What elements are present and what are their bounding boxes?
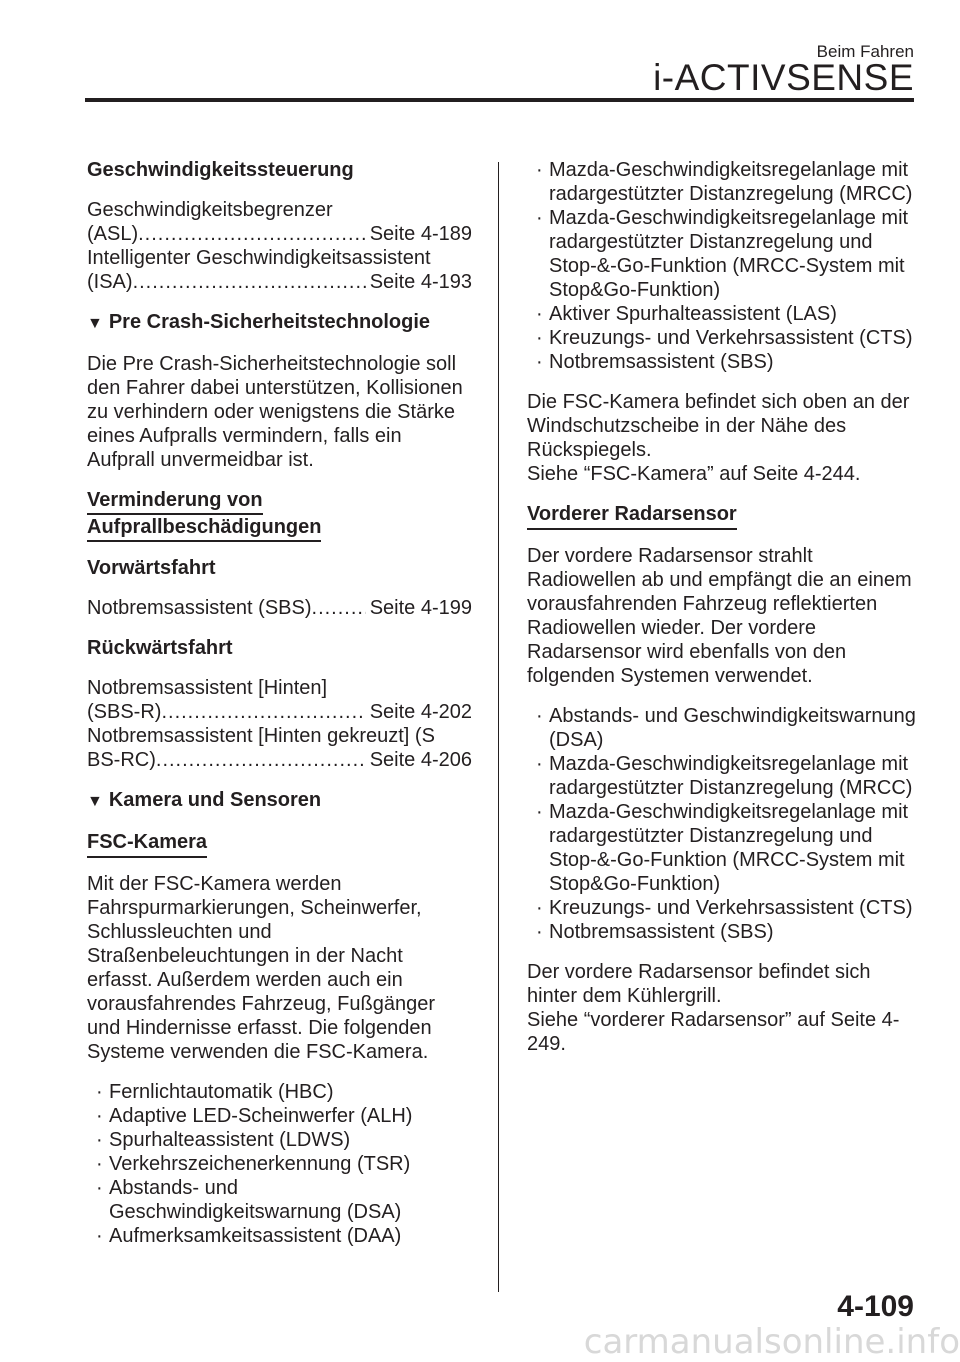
column-divider xyxy=(498,162,499,1292)
list-item: · Spurhalteassistent (LDWS) xyxy=(87,1128,472,1152)
reverse-toc xyxy=(87,676,472,772)
list-item: · Verkehrszeichenerkennung (TSR) xyxy=(87,1152,472,1176)
list-item: · Mazda-Geschwindigkeitsregelanlage mit radargestützter Distanzregelung und Stop-&-Go-Funktion (MRCC-System mit Stop&Go-Funktion) xyxy=(527,206,917,302)
radar-reference[interactable]: Siehe “vorderer Radarsensor” auf Seite 4-249. xyxy=(527,1009,900,1055)
triangle-down-icon: ▼ xyxy=(87,315,103,332)
list-item: · Aufmerksamkeitsassistent (DAA) xyxy=(87,1224,472,1248)
section-label: Beim Fahren xyxy=(816,42,914,61)
list-item: · Mazda-Geschwindigkeitsregelanlage mit radargestützter Distanzregelung (MRCC) xyxy=(527,752,917,800)
list-item: · Mazda-Geschwindigkeitsregelanlage mit radargestützter Distanzregelung und Stop-&-Go-Funktion (MRCC-System mit Stop&Go-Funktion) xyxy=(527,800,917,896)
watermark: carmanualsonline.info xyxy=(583,1322,960,1362)
forward-heading: Vorwärtsfahrt xyxy=(87,557,216,579)
list-item: · Mazda-Geschwindigkeitsregelanlage mit radargestützter Distanzregelung (MRCC) xyxy=(527,158,917,206)
toc-entry-asl[interactable]: (ASL) ..... Seite 4-189 xyxy=(87,222,472,246)
fsc-system-list xyxy=(87,1080,472,1248)
radar-system-list xyxy=(527,704,917,944)
left-column xyxy=(87,158,472,1264)
camera-sensors-heading: ▼ Kamera und Sensoren xyxy=(87,789,322,811)
page-number: 4-109 xyxy=(837,1290,914,1323)
radar-text: Der vordere Radarsensor strahlt Radiowellen ab und empfängt die an einem vorausfahrenden Fahrzeug reflektierten Radiowellen wieder. Der vordere Radarsensor wird ebenfalls von den folgenden Systemen verwendet. xyxy=(527,545,912,687)
speed-toc xyxy=(87,198,472,294)
list-item: · Abstands- und Geschwindigkeitswarnung (DSA) xyxy=(87,1176,472,1224)
list-item: · Kreuzungs- und Verkehrsassistent (CTS) xyxy=(527,896,917,920)
list-item: · Aktiver Spurhalteassistent (LAS) xyxy=(527,302,917,326)
fsc-camera-reference[interactable]: Siehe “FSC-Kamera” auf Seite 4-244. xyxy=(527,463,861,485)
fsc-text: Mit der FSC-Kamera werden Fahrspurmarkierungen, Scheinwerfer, Schlussleuchten und Straßenbeleuchtungen in der Nacht erfasst. Außerdem werden auch ein vorausfahrendes Fahrzeug, Fußgänger und Hindernisse erfasst. Die folgenden Systeme verwenden die FSC-Kamera. xyxy=(87,873,435,1063)
precrash-text: Die Pre Crash-Sicherheitstechnologie soll den Fahrer dabei unterstützen, Kollisionen zu verhindern oder wenigstens die Stärke eines Aufpralls vermindern, falls ein Aufprall unvermeidbar ist. xyxy=(87,353,463,471)
list-item: · Notbremsassistent (SBS) xyxy=(527,920,917,944)
precrash-heading: ▼ Pre Crash-Sicherheitstechnologie xyxy=(87,311,431,333)
toc-entry-sbs-r[interactable]: (SBS-R) ..... Seite 4-202 xyxy=(87,700,472,724)
chapter-title: i-ACTIVSENSE xyxy=(653,57,914,98)
reverse-heading: Rückwärtsfahrt xyxy=(87,637,233,659)
toc-entry-sbs[interactable]: Notbremsassistent (SBS) ..... Seite 4-199 xyxy=(87,596,472,620)
toc-entry: Intelligenter Geschwindigkeitsassistent xyxy=(87,247,431,269)
list-item: · Adaptive LED-Scheinwerfer (ALH) xyxy=(87,1104,472,1128)
reduction-heading: Verminderung von Aufprallbeschädigungen xyxy=(87,488,472,542)
list-item: · Kreuzungs- und Verkehrsassistent (CTS) xyxy=(527,326,917,350)
list-item: · Fernlichtautomatik (HBC) xyxy=(87,1080,472,1104)
list-item: · Notbremsassistent (SBS) xyxy=(527,350,917,374)
fsc-system-list-continued xyxy=(527,158,917,374)
toc-entry: Notbremsassistent [Hinten gekreuzt] (S xyxy=(87,725,435,747)
right-column xyxy=(527,158,917,1072)
toc-entry: Geschwindigkeitsbegrenzer xyxy=(87,199,333,221)
forward-toc xyxy=(87,596,472,620)
front-radar-heading: Vorderer Radarsensor xyxy=(527,502,737,530)
speed-control-heading: Geschwindigkeitssteuerung xyxy=(87,159,354,181)
list-item: · Abstands- und Geschwindigkeitswarnung (DSA) xyxy=(527,704,917,752)
fsc-location-text: Die FSC-Kamera befindet sich oben an der Windschutzscheibe in der Nähe des Rückspiegels. Siehe “FSC-Kamera” auf Seite 4-244. xyxy=(527,390,917,486)
header-rule xyxy=(85,98,914,102)
toc-entry-sbs-rc[interactable]: BS-RC) ..... Seite 4-206 xyxy=(87,748,472,772)
toc-entry-isa[interactable]: (ISA) ..... Seite 4-193 xyxy=(87,270,472,294)
fsc-camera-heading: FSC-Kamera xyxy=(87,830,207,858)
radar-location-text: Der vordere Radarsensor befindet sich hinter dem Kühlergrill. Siehe “vorderer Radarsensor” auf Seite 4-249. xyxy=(527,960,917,1056)
triangle-down-icon: ▼ xyxy=(87,793,103,810)
toc-entry: Notbremsassistent [Hinten] xyxy=(87,677,328,699)
